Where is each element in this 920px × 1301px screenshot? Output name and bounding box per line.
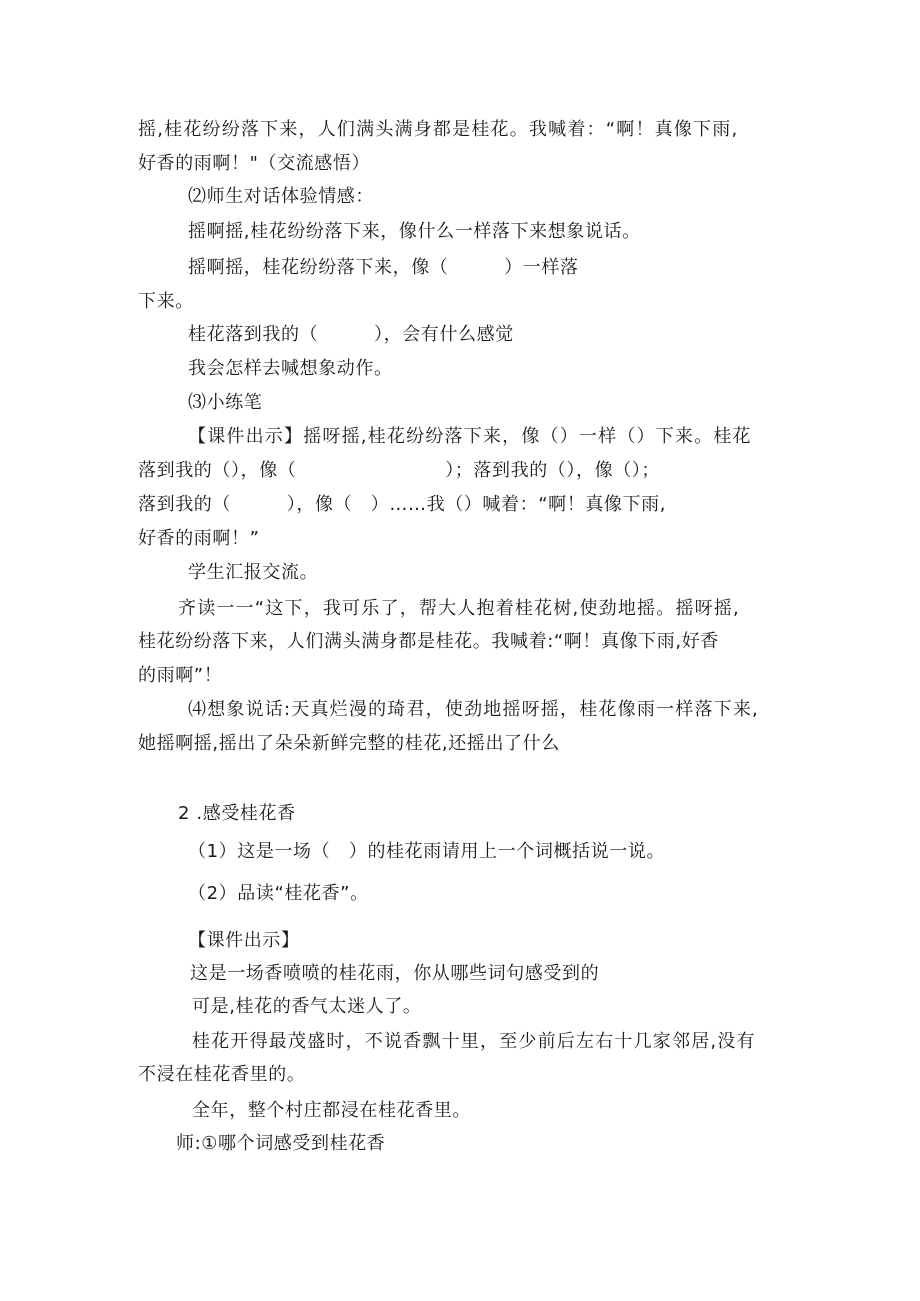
paragraph-line: 【课件出示】摇呀摇,桂花纷纷落下来，像（）一样（）下来。桂花: [188, 426, 752, 447]
paragraph-line: 好香的雨啊！”: [138, 528, 260, 549]
paragraph-line: 【课件出示】: [188, 930, 300, 951]
paragraph-line: 她摇啊摇,摇出了朵朵新鲜完整的桂花,还摇出了什么: [138, 733, 560, 754]
paragraph-line: 好香的雨啊！"（交流感悟）: [138, 153, 371, 174]
paragraph-line: 桂花开得最茂盛时，不说香飘十里，至少前后左右十几家邻居,没有: [192, 1031, 756, 1052]
paragraph-line: ⑷想象说话:天真烂漫的琦君，使劲地摇呀摇，桂花像雨一样落下来,: [188, 699, 759, 720]
paragraph-line: 师:①哪个词感受到桂花香: [176, 1133, 386, 1154]
paragraph-line: 摇啊摇,桂花纷纷落下来，像什么一样落下来想象说话。: [188, 221, 641, 242]
paragraph-line: 不浸在桂花香里的。: [138, 1064, 306, 1085]
section-heading: ⑶小练笔: [188, 392, 263, 413]
section-heading: 2 .感受桂花香: [178, 803, 296, 824]
paragraph-line: ⑵师生对话体验情感：: [188, 186, 374, 207]
paragraph-line: 全年，整个村庄都浸在桂花香里。: [192, 1100, 471, 1121]
paragraph-line: （1）这是一场（ ）的桂花雨请用上一个词概括说一说。: [188, 841, 666, 862]
paragraph-line: 下来。: [138, 291, 194, 312]
paragraph-line: 落到我的（ ），像（ ）……我（）喊着：“啊！真像下雨,: [138, 494, 667, 515]
paragraph-line: 这是一场香喷喷的桂花雨，你从哪些词句感受到的: [190, 963, 600, 984]
paragraph-line: 的雨啊”！: [138, 665, 223, 686]
paragraph-line: 桂花纷纷落下来，人们满头满身都是桂花。我喊着:“啊！真像下雨,好香: [138, 631, 719, 652]
paragraph-line: 可是,桂花的香气太迷人了。: [192, 996, 422, 1017]
paragraph-line: 齐读一一“这下，我可乐了，帮大人抱着桂花树,使劲地摇。摇呀摇,: [178, 598, 740, 619]
paragraph-line: 摇,桂花纷纷落下来，人们满头满身都是桂花。我喊着：“啊！真像下雨,: [138, 119, 739, 140]
paragraph-line: （2）品读“桂花香”。: [188, 883, 369, 904]
paragraph-line: 我会怎样去喊想象动作。: [188, 358, 393, 379]
paragraph-line: 学生汇报交流。: [188, 562, 319, 583]
paragraph-line: 桂花落到我的（ ），会有什么感觉: [188, 324, 514, 345]
paragraph-line: 摇啊摇，桂花纷纷落下来，像（ ）一样落: [188, 257, 579, 278]
paragraph-line: 落到我的（），像（ ）；落到我的（），像（）；: [138, 460, 660, 481]
